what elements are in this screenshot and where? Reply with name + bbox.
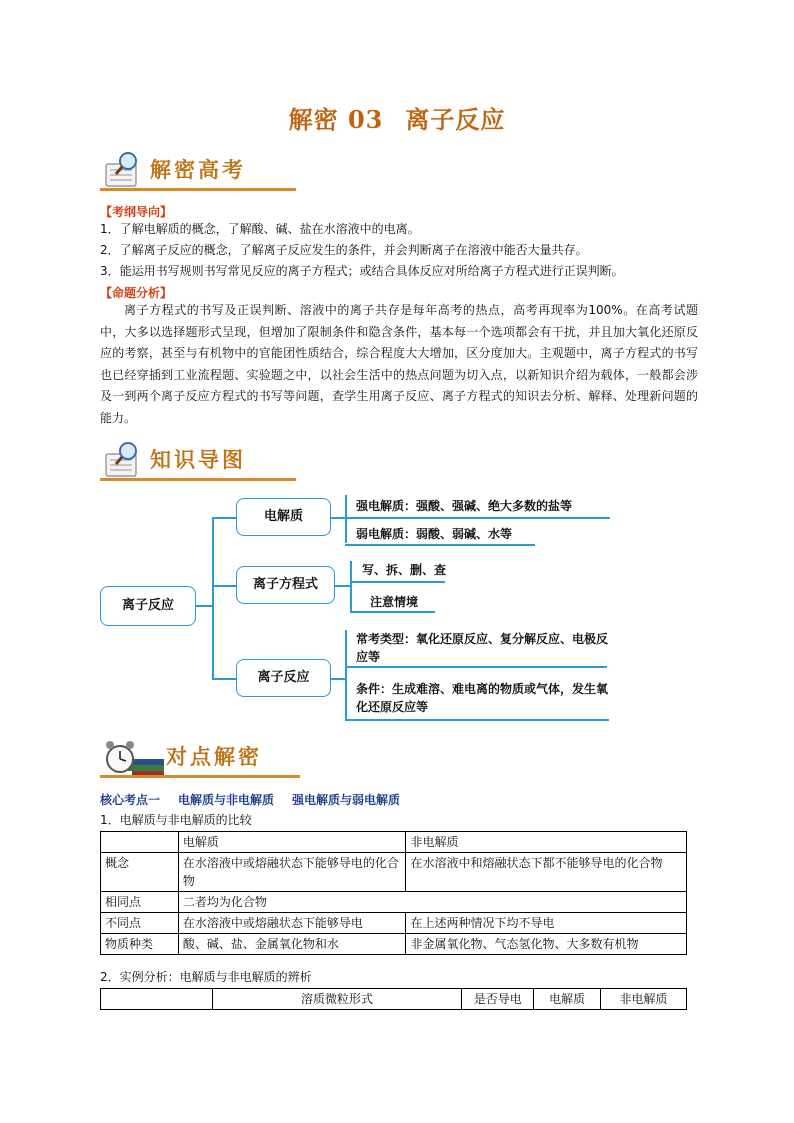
table-row xyxy=(101,832,687,853)
table-cell xyxy=(101,832,179,853)
connector xyxy=(345,544,535,546)
mindmap-branch-electrolyte: 电解质 xyxy=(236,498,331,536)
section2-heading: 2．实例分析：电解质与非电解质的辨析 xyxy=(100,970,312,984)
mindmap-root: 离子反应 xyxy=(100,586,196,626)
table-row xyxy=(101,892,687,913)
connector xyxy=(350,561,352,611)
section1-heading: 1．电解质与非电解质的比较 xyxy=(100,813,252,827)
table-row xyxy=(101,913,687,934)
mindmap-leaf: 条件：生成难溶、难电离的物质或气体，发生氧化还原反应等 xyxy=(356,682,609,714)
table-cell: 二者均为化合物 xyxy=(178,892,686,913)
banner-map-text: 知识导图 xyxy=(150,447,246,472)
analysis-header: 【命题分析】 xyxy=(100,286,173,300)
table-row xyxy=(101,989,687,1010)
exam-guide-item-2: 2．了解离子反应的概念，了解离子反应发生的条件，并会判断离子在溶液中能否大量共存。 xyxy=(100,243,588,257)
table-cell: 相同点 xyxy=(101,892,179,913)
banner-points xyxy=(100,737,310,783)
banner-points-text: 对点解密 xyxy=(166,744,262,769)
comparison-table xyxy=(100,831,687,955)
table-row xyxy=(101,853,687,892)
connector xyxy=(196,605,213,607)
table-cell: 非电解质 xyxy=(601,989,687,1010)
connector xyxy=(335,585,350,587)
mindmap-leaf: 强电解质：强酸、强碱、绝大多数的盐等 xyxy=(356,499,573,513)
table-cell: 概念 xyxy=(101,853,179,892)
connector xyxy=(331,678,345,680)
table-cell: 在水溶液中或熔融状态下能够导电的化合物 xyxy=(178,853,406,892)
banner-gaokao-text: 解密高考 xyxy=(150,157,246,182)
connector xyxy=(345,517,610,519)
connector xyxy=(350,611,435,613)
table-row xyxy=(101,934,687,955)
exam-guide-item-3: 3．能运用书写规则书写常见反应的离子方程式；或结合具体反应对所给离子方程式进行正误判断。 xyxy=(100,264,624,278)
table-cell: 是否导电 xyxy=(462,989,534,1010)
mindmap-leaf: 弱电解质：弱酸、弱碱、水等 xyxy=(356,527,513,541)
mindmap-branch-equation: 离子方程式 xyxy=(236,566,335,604)
instance-table xyxy=(100,988,687,1010)
connector xyxy=(331,517,345,519)
table-cell xyxy=(101,989,213,1010)
table-cell: 非金属氧化物、气态氢化物、大多数有机物 xyxy=(406,934,687,955)
key-point-line xyxy=(100,791,400,808)
table-cell: 非电解质 xyxy=(406,832,687,853)
mindmap-leaf: 注意情境 xyxy=(370,595,419,609)
connector xyxy=(212,678,236,680)
connector xyxy=(345,719,609,721)
mindmap-leaf: 常考类型：氧化还原反应、复分解反应、电极反应等 xyxy=(356,632,609,664)
exam-guide-header: 【考纲导向】 xyxy=(100,205,173,219)
connector xyxy=(345,630,347,720)
connector xyxy=(350,581,445,583)
key-point-topic-1: 电解质与非电解质 xyxy=(178,793,275,807)
table-cell: 溶质微粒形式 xyxy=(212,989,462,1010)
table-cell: 在水溶液中和熔融状态下都不能够导电的化合物 xyxy=(406,853,687,892)
table-cell: 不同点 xyxy=(101,913,179,934)
connector xyxy=(345,666,607,668)
analysis-paragraph: 离子方程式的书写及正误判断、溶液中的离子共存是每年高考的热点，高考再现率为100%。在高考试题中，大多以选择题形式呈现，但增加了限制条件和隐含条件，基本每一个选项都会有干扰，并且加大氧化还原反应的考察，甚至与有机物中的官能团性质结合，综合程度大大增加，区分度加大。主观题中，离子方程式的书写也已经穿插到工业流程题、实验题之中，以社会生活中的热点问题为切入点，以新知识介绍为载体，一般都会涉及一到两个离子反应方程式的书写等问题，查学生用离子反应、离子方程式的知识去分析、解释、处理新问题的能力。 xyxy=(100,303,698,425)
alarm-clock-books-icon xyxy=(102,737,166,779)
exam-guide-item-1: 1．了解电解质的概念，了解酸、碱、盐在水溶液中的电离。 xyxy=(100,222,420,236)
connector xyxy=(345,495,347,543)
connector xyxy=(212,585,236,587)
key-point-topic-2: 强电解质与弱电解质 xyxy=(292,793,401,807)
table-cell: 在上述两种情况下均不导电 xyxy=(406,913,687,934)
banner-underline xyxy=(100,775,300,778)
table-cell: 在水溶液中或熔融状态下能够导电 xyxy=(178,913,406,934)
title-prefix: 解密 03 xyxy=(288,105,384,134)
mindmap-branch-reaction: 离子反应 xyxy=(236,659,331,697)
connector xyxy=(212,517,214,679)
table-cell: 电解质 xyxy=(534,989,601,1010)
connector xyxy=(212,517,236,519)
key-point-label: 核心考点一 xyxy=(100,793,161,807)
mindmap-leaf: 写、拆、删、查 xyxy=(362,563,447,577)
title-main: 离子反应 xyxy=(405,105,506,134)
table-cell: 物质种类 xyxy=(101,934,179,955)
table-cell: 酸、碱、盐、金属氧化物和水 xyxy=(178,934,406,955)
table-cell: 电解质 xyxy=(178,832,406,853)
